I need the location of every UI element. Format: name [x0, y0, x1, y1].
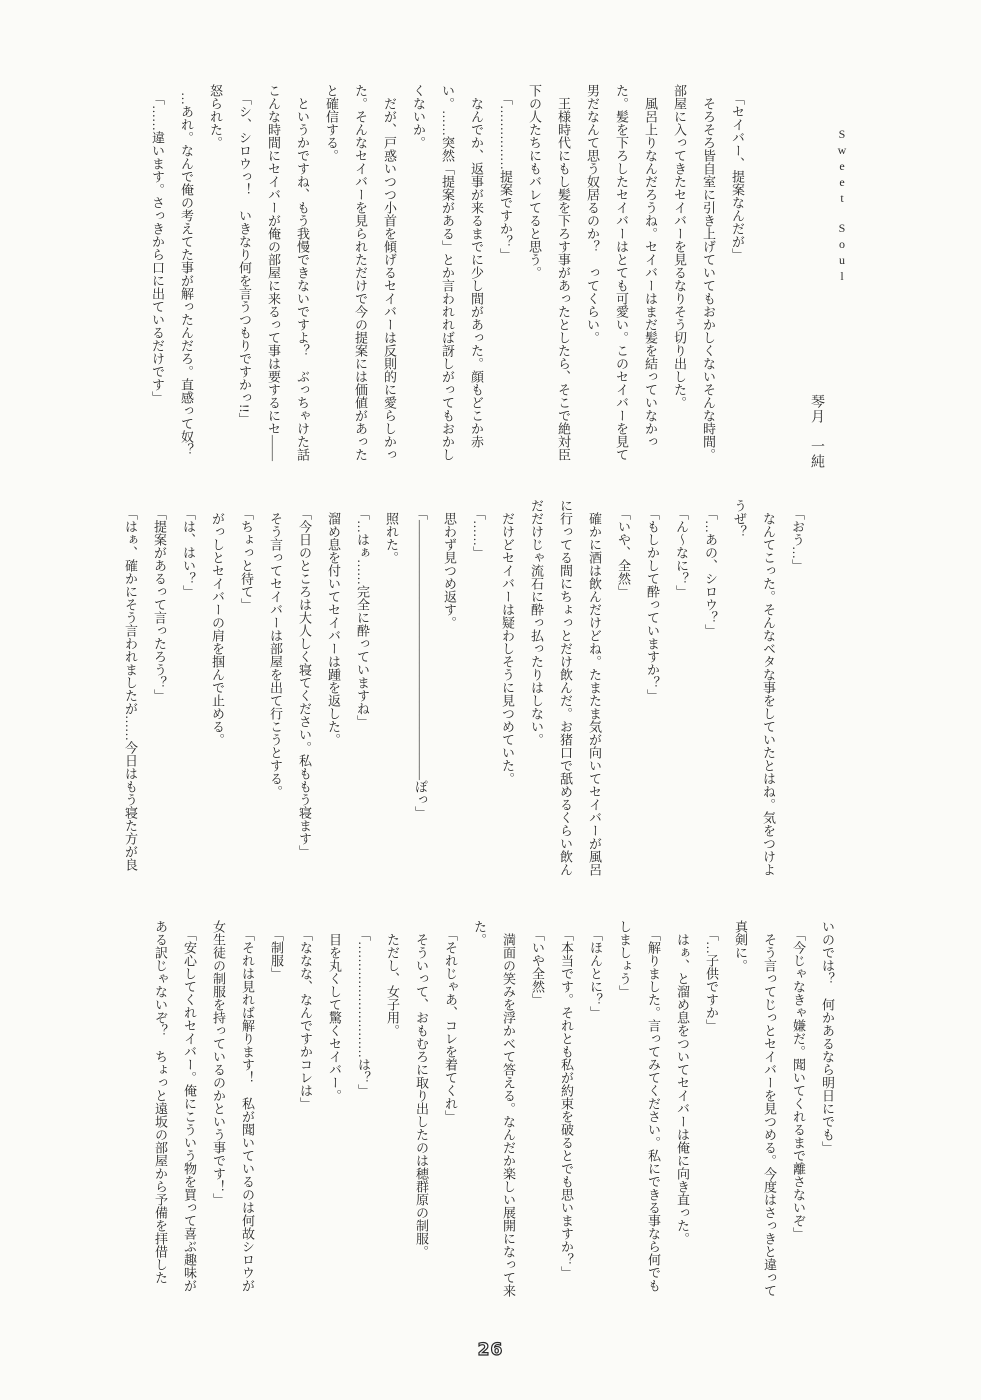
paragraph: 「いや全然」 [530, 928, 545, 1006]
paragraph: 「提案があるって言ったろう？」 [152, 507, 167, 702]
paragraph: 照れた。 [384, 512, 399, 564]
paragraph: 「…子供ですか」 [704, 928, 719, 1032]
paragraph: 王様時代にもし髪を下ろす事があったとしたら、そこで絶対臣下の人たちにもバレてると思う。 [527, 84, 571, 461]
paragraph: 「シ、シロウっ！ いきなり何を言うつもりですかっ!!」 [237, 92, 252, 426]
page-number: 26 [477, 1340, 504, 1360]
paragraph: 「今じゃなきゃ嫌だ。聞いてくれるまで離さないぞ」 [791, 928, 806, 1240]
paragraph: 「ほんとに？」 [588, 928, 603, 1019]
paragraph: 「それは見れば解ります！ 私が聞いているのは何故シロウが女生徒の制服を持っているのかという事です！」 [211, 920, 255, 1292]
paragraph: 「……違います。さっきから口に出ているだけです」 [150, 92, 165, 404]
paragraph: そう言ってじっとセイバーを見つめる。今度はさっきと違って真剣に。 [733, 920, 777, 1297]
text-band-top [130, 84, 752, 464]
paragraph: なんてこった。そんなベタな事をしていたとはね。気をつけようぜ？ [732, 499, 776, 876]
story-title: Sweet Soul [835, 127, 849, 285]
paragraph: 「セイバー、提案なんだが」 [730, 92, 745, 261]
paragraph: 目を丸くして驚くセイバー。 [327, 933, 342, 1102]
paragraph: はぁ、と溜め息をついてセイバーは俺に向き直った。 [675, 933, 690, 1245]
paragraph: 怒られた。 [208, 84, 223, 149]
paragraph: というかですね、もう我慢できないですよ？ ぶっちゃけた話こんな時間にセイバーが俺の部屋に来るって事は要するにセ―― [266, 84, 310, 461]
paragraph: 「ちょっと待て」 [239, 507, 254, 611]
paragraph: 「……」 [471, 507, 486, 559]
text-band-middle [106, 499, 812, 879]
paragraph: 「制服」 [269, 928, 284, 980]
paragraph: 「いや、全然」 [616, 507, 631, 598]
paragraph: 「安心してくれセイバー。俺にこういう物を買って喜ぶ趣味がある訳じゃないぞ？ ちょっと遠坂の部屋から予備を拝借した [153, 920, 197, 1292]
paragraph: 「もしかして酔っていますか？」 [645, 507, 660, 702]
paragraph: 「解りました。言ってみてください。私にできる事なら何でもしましょう」 [617, 920, 661, 1292]
paragraph: 思わず見つめ返す。 [442, 512, 457, 629]
paragraph: 「おう…」 [790, 507, 805, 572]
paragraph: 「本当です。それとも私が約束を破るとでも思いますか？」 [559, 928, 574, 1279]
author-name: 琴月 一純 [809, 394, 824, 469]
paragraph: …あれ。なんで俺の考えてた事が解ったんだろ。直感って奴？ [179, 92, 194, 456]
paragraph: 「………………………は？」 [356, 928, 371, 1097]
paragraph: 「…あの、シロウ？」 [703, 507, 718, 637]
paragraph: 「……………提案ですか？」 [498, 92, 513, 261]
paragraph: 「――――――――――――――――――――ぽっ」 [413, 507, 428, 819]
paragraph: 溜め息を付いてセイバーは踵を返した。 [326, 512, 341, 746]
paragraph: だけどセイバーは疑わしそうに見つめていた。 [500, 512, 515, 785]
text-band-bottom [136, 920, 842, 1300]
paragraph: 満面の笑みを浮かべて答える。なんだか楽しい展開になって来た。 [472, 920, 516, 1297]
paragraph: 「ん〜なに？」 [674, 507, 689, 598]
paragraph: 「…はぁ……完全に酔っていますね」 [355, 507, 370, 728]
paragraph: そろそろ皆自室に引き上げていてもおかしくないそんな時間。部屋に入ってきたセイバーを見るなりそう切り出した。 [672, 84, 716, 461]
paragraph: 「それじゃあ、コレを着てくれ」 [443, 928, 458, 1123]
paragraph: いのでは？ 何かあるなら明日にでも」 [820, 920, 835, 1154]
paragraph: そういって、おもむろに取り出したのは穂群原の制服。 [414, 933, 429, 1258]
paragraph: 風呂上りなんだろうね。セイバーはまだ髪を結っていなかった。髪を下ろしたセイバーはとても可愛い。このセイバーを見て男だなんて思う奴居るのか？ ってくらい。 [585, 84, 658, 461]
paragraph: がっしとセイバーの肩を掴んで止める。 [210, 512, 225, 746]
paragraph: 「今日のところは大人しく寝てください。私ももう寝ます」 [297, 507, 312, 858]
paragraph: 「はぁ、確かにそう言われましたが……今日はもう寝た方が良 [123, 507, 138, 871]
paragraph: なんでか、返事が来るまでに少し間があった。顔もどこか赤い。……突然「提案がある」とか言われれば訝しがってもおかしくないか。 [411, 84, 484, 461]
paragraph: 「は、はい？」 [181, 507, 196, 598]
paragraph: 確かに酒は飲んだけどね。たまたま気が向いてセイバーが風呂に行ってる間にちょっとだけ飲んだ。お猪口で舐めるくらい飲んだだけじゃ流石に酔っ払ったりはしない。 [529, 499, 602, 876]
paragraph: だが、戸惑いつつ小首を傾げるセイバーは反則的に愛らしかった。そんなセイバーを見られただけで今の提案には価値があったと確信する。 [324, 84, 397, 461]
paragraph: 「ななな、なんですかコレは」 [298, 928, 313, 1110]
paragraph: そう言ってセイバーは部屋を出て行こうとする。 [268, 512, 283, 798]
paragraph: ただし、女子用。 [385, 933, 400, 1037]
